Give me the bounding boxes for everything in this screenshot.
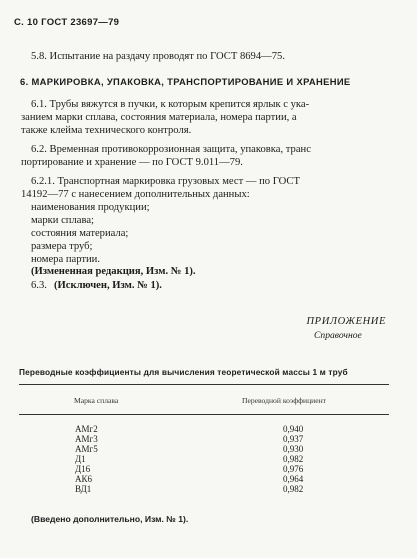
table-cell-grade: Д16 [75, 464, 91, 474]
list-item: наименования продукции; [31, 202, 150, 213]
table-header-grade: Марка сплава [74, 396, 119, 405]
amendment-note: (Измененная редакция, Изм. № 1). [31, 266, 196, 277]
table-cell-grade: АМг5 [75, 444, 98, 454]
paragraph-6-1-line-2: занием марки сплава, состояния материала, номера партии, а [21, 112, 297, 123]
table-cell-grade: АК6 [75, 474, 93, 484]
table-cell-coef: 0,976 [283, 464, 304, 474]
table-cell-coef: 0,930 [283, 444, 304, 454]
page-header: С. 10 ГОСТ 23697—79 [14, 17, 120, 28]
table-cell-coef: 0,964 [283, 474, 304, 484]
list-item: состояния материала; [31, 228, 129, 239]
table-top-rule [19, 384, 389, 385]
table-cell-coef: 0,982 [283, 454, 304, 464]
table-cell-coef: 0,937 [283, 434, 304, 444]
table-cell-grade: АМг2 [75, 424, 98, 434]
table-header-rule [19, 414, 389, 415]
list-item: размера труб; [31, 241, 93, 252]
table-cell-coef: 0,982 [283, 484, 304, 494]
table-header-coef: Переводной коэффициент [242, 396, 326, 405]
paragraph-6-2-line-2: портирование и хранение — по ГОСТ 9.011—79. [21, 157, 243, 168]
paragraph-6-1-line-1: 6.1. Трубы вяжутся в пучки, к которым крепится ярлык с ука- [31, 99, 310, 110]
appendix-subtitle: Справочное [314, 330, 362, 341]
paragraph-6-2-1-line-1: 6.2.1. Транспортная маркировка грузовых мест — по ГОСТ [31, 176, 300, 187]
list-item: марки сплава; [31, 215, 94, 226]
table-cell-grade: ВД1 [75, 484, 92, 494]
list-item: номера партии. [31, 254, 100, 265]
section-6-title: 6. МАРКИРОВКА, УПАКОВКА, ТРАНСПОРТИРОВАНИЕ И ХРАНЕНИЕ [20, 76, 351, 87]
table-cell-coef: 0,940 [283, 424, 304, 434]
paragraph-5-8: 5.8. Испытание на раздачу проводят по ГОСТ 8694—75. [31, 51, 285, 62]
paragraph-6-2-line-1: 6.2. Временная противокоррозионная защита, упаковка, транс [31, 144, 311, 155]
table-cell-grade: АМг3 [75, 434, 98, 444]
appendix-title: ПРИЛОЖЕНИЕ [306, 316, 386, 327]
table-footnote: (Введено дополнительно, Изм. № 1). [31, 514, 189, 524]
table-cell-grade: Д1 [75, 454, 86, 464]
table-title: Переводные коэффициенты для вычисления теоретической массы 1 м труб [19, 367, 348, 377]
paragraph-6-3-number: 6.3. [31, 280, 47, 291]
paragraph-6-3-text: (Исключен, Изм. № 1). [54, 280, 162, 291]
paragraph-6-2-1-line-2: 14192—77 с нанесением дополнительных данных: [21, 189, 250, 200]
paragraph-6-1-line-3: также клейма технического контроля. [21, 125, 192, 136]
